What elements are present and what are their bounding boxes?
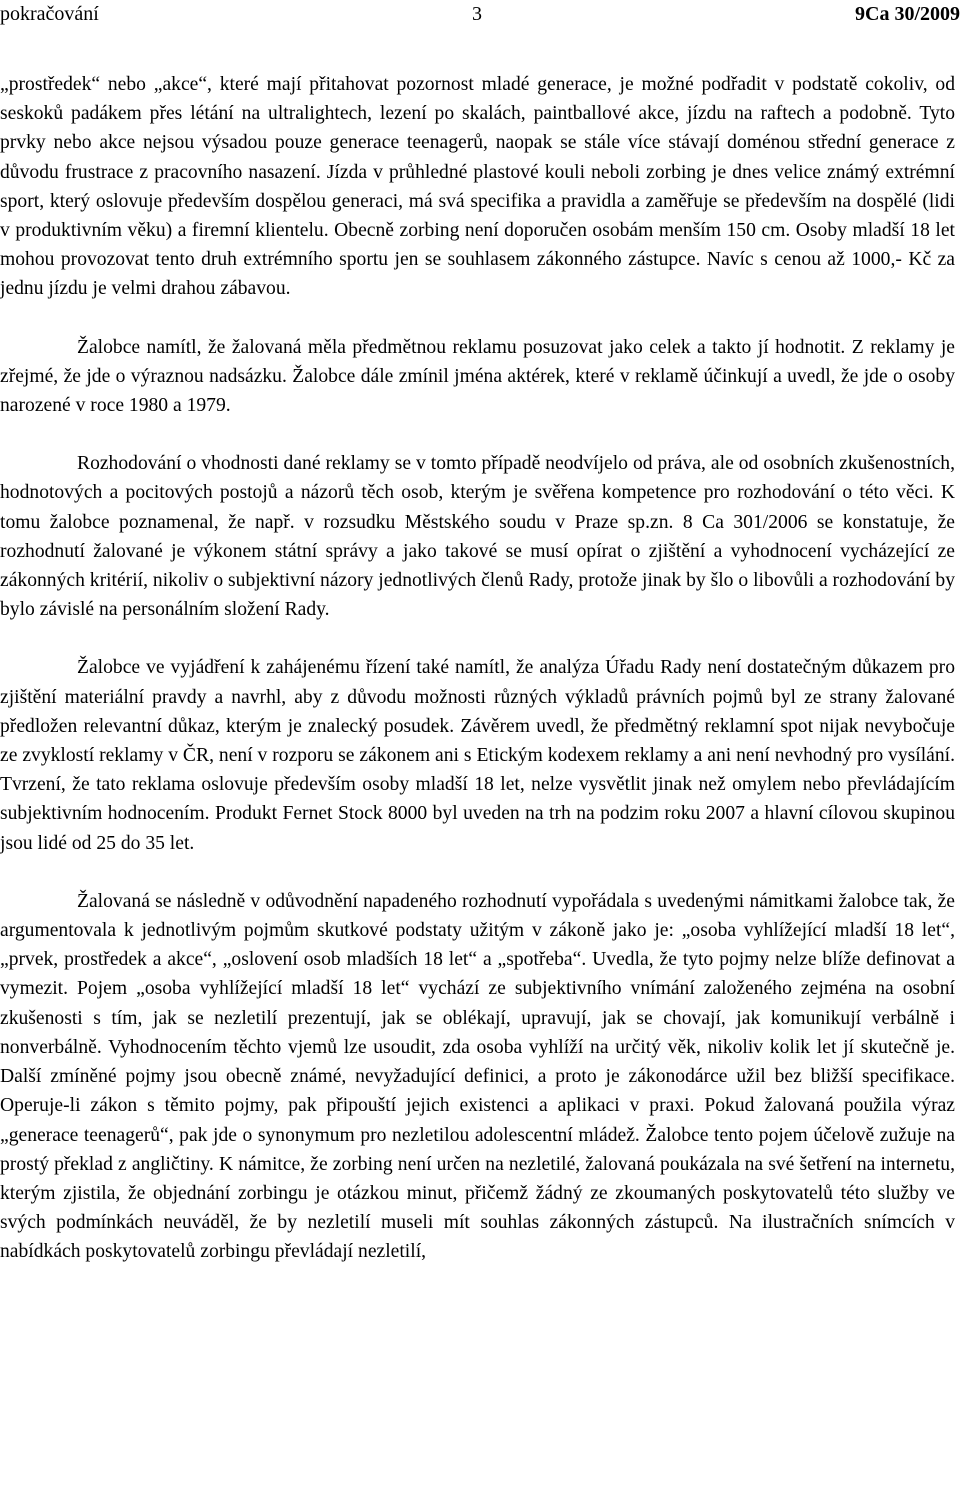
- page-header: [0, 0, 960, 34]
- paragraph: Žalovaná se následně v odůvodnění napadeného rozhodnutí vypořádala s uvedenými námitkami žalobce tak, že argumentovala k jednotlivým pojmům skutkové podstaty užitým v zákoně jako je: „osoba vyhlížející mladší 18 let“, „prvek, prostředek a akce“, „oslovení osob mladších 18 let“ a „spotřeba“. Uvedla, že tyto pojmy nelze blíže definovat a vymezit. Pojem „osoba vyhlížející mladší 18 let“ vychází ze subjektivního vnímání založeného zejména na osobní zkušenosti s tím, jak se nezletilí prezentují, jak se oblékají, upravují, jak se chovají, jak komunikují verbálně i nonverbálně. Vyhodnocením těchto vjemů lze usoudit, zda osoba vyhlíží na určitý věk, nikoliv kolik let jí skutečně je. Další zmíněné pojmy jsou obecně známé, nevyžadující definici, a proto je zákonodárce užil bez bližší specifikace. Operuje-li zákon s těmito pojmy, pak připouští jejich existenci a aplikaci v praxi. Pokud žalovaná použila výraz „generace teenagerů“, pak jde o synonymum pro nezletilou adolescentní mládež. Žalobce tento pojem účelově zužuje na prostý překlad z angličtiny. K námitce, že zorbing není určen na nezletilé, žalovaná poukázala na své šetření na internetu, kterým zjistila, že objednání zorbingu je otázkou minut, přičemž žádný ze zkoumaných poskytovatelů této služby ve svých podmínkách neuváděl, že by nezletilí museli mít souhlas zákonných zástupců. Na ilustračních snímcích v nabídkách poskytovatelů zorbingu převládají nezletilí,: [0, 890, 955, 1263]
- document-body: [0, 70, 955, 1267]
- page-number: 3: [472, 3, 482, 25]
- header-continuation-label: pokračování: [0, 3, 99, 25]
- paragraph: „prostředek“ nebo „akce“, které mají přitahovat pozornost mladé generace, je možné podřadit v podstatě cokoliv, od seskoků padákem přes létání na ultralightech, lezení po skalách, paintballové akce, jízdu na raftech a podobně. Tyto prvky nebo akce nejsou výsadou pouze generace teenagerů, naopak se stále více stávají doménou střední generace z důvodu frustrace z pracovního nasazení. Jízda v průhledné plastové kouli neboli zorbing je dnes velice známý extrémní sport, který oslovuje především dospělou generaci, má svá specifika a pravidla a zaměřuje se především na dospělé (lidi v produktivním věku) a firemní klientelu. Obecně zorbing není doporučen osobám menším 150 cm. Osoby mladší 18 let mohou provozovat tento druh extrémního sportu jen se souhlasem zákonného zástupce. Navíc s cenou až 1000,- Kč za jednu jízdu je velmi drahou zábavou.: [0, 74, 955, 300]
- paragraph: Žalobce ve vyjádření k zahájenému řízení také namítl, že analýza Úřadu Rady není dostatečným důkazem pro zjištění materiální pravdy a navrhl, aby z důvodu možnosti různých výkladů právních pojmů byl ze strany žalované předložen relevantní důkaz, kterým je znalecký posudek. Závěrem uvedl, že předmětný reklamní spot nijak nevybočuje ze zvyklostí reklamy v ČR, není v rozporu se zákonem ani s Etickým kodexem reklamy a ani není nevhodný pro vysílání. Tvrzení, že tato reklama oslovuje především osoby mladší 18 let, nelze vysvětlit jinak než omylem nebo převládajícím subjektivním hodnocením. Produkt Fernet Stock 8000 byl uveden na trh na podzim roku 2007 a hlavní cílovou skupinou jsou lidé od 25 do 35 let.: [0, 657, 955, 854]
- paragraph: Rozhodování o vhodnosti dané reklamy se v tomto případě neodvíjelo od práva, ale od osobních zkušenostních, hodnotových a pocitových postojů a názorů těch osob, kterým je svěřena kompetence pro rozhodování o této věci. K tomu žalobce poznamenal, že např. v rozsudku Městského soudu v Praze sp.zn. 8 Ca 301/2006 se konstatuje, že rozhodnutí žalované je výkonem státní správy a jako takové se musí opírat o zjištění a vyhodnocení vycházející ze zákonných kritérií, nikoliv o subjektivní názory jednotlivých členů Rady, protože jinak by šlo o libovůli a rozhodování by bylo závislé na personálním složení Rady.: [0, 453, 955, 621]
- paragraph: Žalobce namítl, že žalovaná měla předmětnou reklamu posuzovat jako celek a takto jí hodnotit. Z reklamy je zřejmé, že jde o výraznou nadsázku. Žalobce dále zmínil jména aktérek, které v reklamě účinkují a uvedl, že jde o osoby narozené v roce 1980 a 1979.: [0, 336, 955, 417]
- case-number: 9Ca 30/2009: [855, 3, 960, 25]
